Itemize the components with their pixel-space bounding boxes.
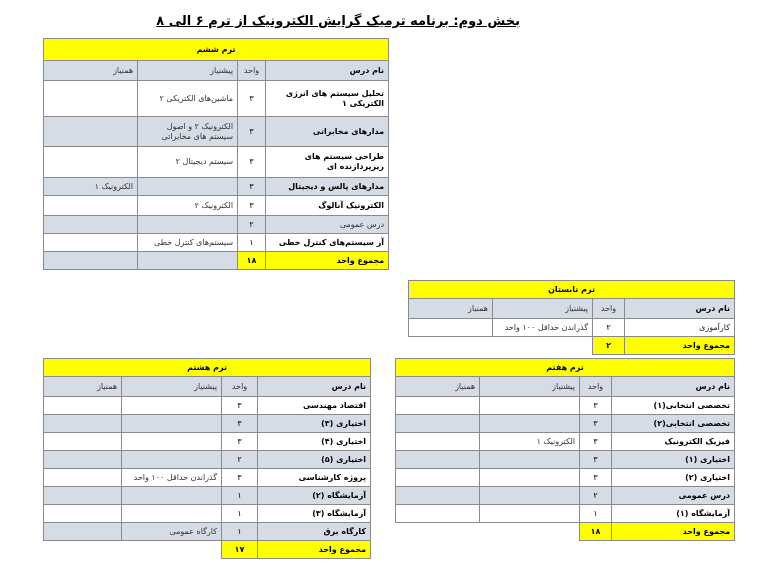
course-name: کارآموزی [625,319,735,337]
total-row [409,337,735,355]
term8-title: ترم هشتم [44,359,371,377]
table-row [44,469,371,487]
table-row [396,397,735,415]
course-name: اختیاری (۱) [612,451,735,469]
course-prereq: ماشین‌های الکتریکی ۲ [138,81,238,117]
course-coreq [409,319,493,337]
table-row [44,415,371,433]
total-row [44,252,389,270]
table-row [396,415,735,433]
table-row [396,433,735,451]
course-unit: ۲ [580,487,612,505]
course-coreq [396,487,480,505]
course-prereq: کارگاه عمومی [122,523,222,541]
course-unit: ۲ [238,216,266,234]
table-row [396,487,735,505]
col-name-header: نام درس [258,377,371,397]
course-coreq [44,451,122,469]
course-unit: ۳ [238,196,266,216]
col-prereq-header: پیشنیاز [480,377,580,397]
course-prereq [138,216,238,234]
course-unit: ۱ [222,487,258,505]
table-row [396,451,735,469]
course-unit: ۳ [238,147,266,178]
course-unit: ۳ [238,117,266,147]
col-name-header: نام درس [625,299,735,319]
course-unit: ۳ [238,178,266,196]
course-coreq [44,234,138,252]
course-prereq: گذراندن حداقل ۱۰۰ واحد [122,469,222,487]
term7-table [395,358,735,541]
total-label: مجموع واحد [258,541,371,559]
course-coreq [44,523,122,541]
course-unit: ۲ [593,319,625,337]
course-prereq: سیستم دیجیتال ۲ [138,147,238,178]
summer-title: ترم تابستان [409,281,735,299]
col-unit-header: واحد [222,377,258,397]
course-name: اختیاری (۵) [258,451,371,469]
table-row [44,216,389,234]
col-unit-header: واحد [238,61,266,81]
course-name: تخصصی انتخابی(۲) [612,415,735,433]
term7-title: ترم هفتم [396,359,735,377]
course-name: درس عمومی [266,216,389,234]
course-unit: ۳ [222,433,258,451]
course-unit: ۳ [580,397,612,415]
course-name: آزمایشگاه (۳) [258,505,371,523]
course-name: مدارهای پالس و دیجیتال [266,178,389,196]
course-unit: ۱ [238,234,266,252]
course-prereq: الکترونیک ۱ [480,433,580,451]
course-coreq [44,505,122,523]
course-coreq [44,147,138,178]
table-row [409,319,735,337]
course-coreq [396,469,480,487]
course-name: اختیاری (۴) [258,433,371,451]
course-prereq [122,451,222,469]
col-name-header: نام درس [266,61,389,81]
course-name: فیزیک الکترونیک [612,433,735,451]
course-coreq [396,451,480,469]
course-prereq [480,487,580,505]
course-prereq [122,433,222,451]
table-row [44,147,389,178]
course-name: پروژه کارشناسی [258,469,371,487]
col-name-header: نام درس [612,377,735,397]
total-row [44,541,371,559]
total-units: ۱۷ [222,541,258,559]
course-name: طراحی سیستم های ریزپردازنده ای [266,147,389,178]
total-units: ۱۸ [238,252,266,270]
table-row [396,505,735,523]
term6-title: ترم ششم [44,39,389,61]
course-unit: ۳ [580,415,612,433]
total-units: ۱۸ [580,523,612,541]
course-name: آز سیستم‌های کنترل خطی [266,234,389,252]
course-unit: ۳ [580,451,612,469]
course-prereq [122,415,222,433]
course-coreq [44,433,122,451]
table-row [44,451,371,469]
course-unit: ۱ [580,505,612,523]
course-prereq [480,451,580,469]
course-prereq [480,505,580,523]
course-prereq [122,487,222,505]
course-coreq [44,397,122,415]
table-row [44,234,389,252]
table-row [44,505,371,523]
course-prereq [122,505,222,523]
page-title: بخش دوم: برنامه ترمیک گرایش الکترونیک از ترم ۶ الی ۸ [156,14,520,29]
col-coreq-header: همنیاز [396,377,480,397]
col-coreq-header: همنیاز [409,299,493,319]
course-name: آزمایشگاه (۱) [612,505,735,523]
course-prereq [122,397,222,415]
table-row [44,433,371,451]
course-coreq [396,397,480,415]
course-prereq: گذراندن حداقل ۱۰۰ واحد [493,319,593,337]
course-prereq: سیستم‌های کنترل خطی [138,234,238,252]
total-label: مجموع واحد [625,337,735,355]
table-row [44,196,389,216]
total-row [396,523,735,541]
course-coreq: الکترونیک ۱ [44,178,138,196]
col-prereq-header: پیشنیاز [138,61,238,81]
term6-table [43,38,389,270]
course-prereq: الکترونیک ۲ [138,196,238,216]
term8-table [43,358,371,559]
course-name: اختیاری (۳) [258,415,371,433]
course-coreq [44,216,138,234]
col-prereq-header: پیشنیاز [122,377,222,397]
table-row [44,117,389,147]
course-unit: ۳ [222,415,258,433]
course-coreq [396,505,480,523]
table-row [44,81,389,117]
course-name: اقتصاد مهندسی [258,397,371,415]
course-name: مدارهای مخابراتی [266,117,389,147]
course-name: الکترونیک آنالوگ [266,196,389,216]
table-row [44,178,389,196]
course-name: تحلیل سیستم های انرژی الکتریکی ۱ [266,81,389,117]
course-coreq [396,433,480,451]
course-prereq: الکترونیک ۲ و اصول سیستم های مخابراتی [138,117,238,147]
total-label: مجموع واحد [266,252,389,270]
table-row [44,487,371,505]
course-coreq [44,415,122,433]
summer-table [408,280,735,355]
course-coreq [44,117,138,147]
table-row [44,523,371,541]
course-unit: ۳ [222,469,258,487]
course-prereq [138,178,238,196]
course-coreq [44,487,122,505]
course-unit: ۳ [580,433,612,451]
course-unit: ۱ [222,523,258,541]
course-name: درس عمومی [612,487,735,505]
course-name: کارگاه برق [258,523,371,541]
col-coreq-header: همنیاز [44,377,122,397]
course-coreq [44,81,138,117]
col-prereq-header: پیشنیاز [493,299,593,319]
course-unit: ۳ [222,397,258,415]
table-row [44,397,371,415]
course-coreq [396,415,480,433]
total-units: ۲ [593,337,625,355]
col-unit-header: واحد [593,299,625,319]
course-coreq [44,196,138,216]
course-name: اختیاری (۲) [612,469,735,487]
col-unit-header: واحد [580,377,612,397]
course-unit: ۳ [238,81,266,117]
table-row [396,469,735,487]
course-unit: ۲ [222,451,258,469]
course-name: تخصصی انتخابی(۱) [612,397,735,415]
total-label: مجموع واحد [612,523,735,541]
course-unit: ۳ [580,469,612,487]
course-name: آزمایشگاه (۲) [258,487,371,505]
course-prereq [480,469,580,487]
col-coreq-header: همنیاز [44,61,138,81]
course-coreq [44,469,122,487]
course-prereq [480,397,580,415]
course-prereq [480,415,580,433]
course-unit: ۱ [222,505,258,523]
